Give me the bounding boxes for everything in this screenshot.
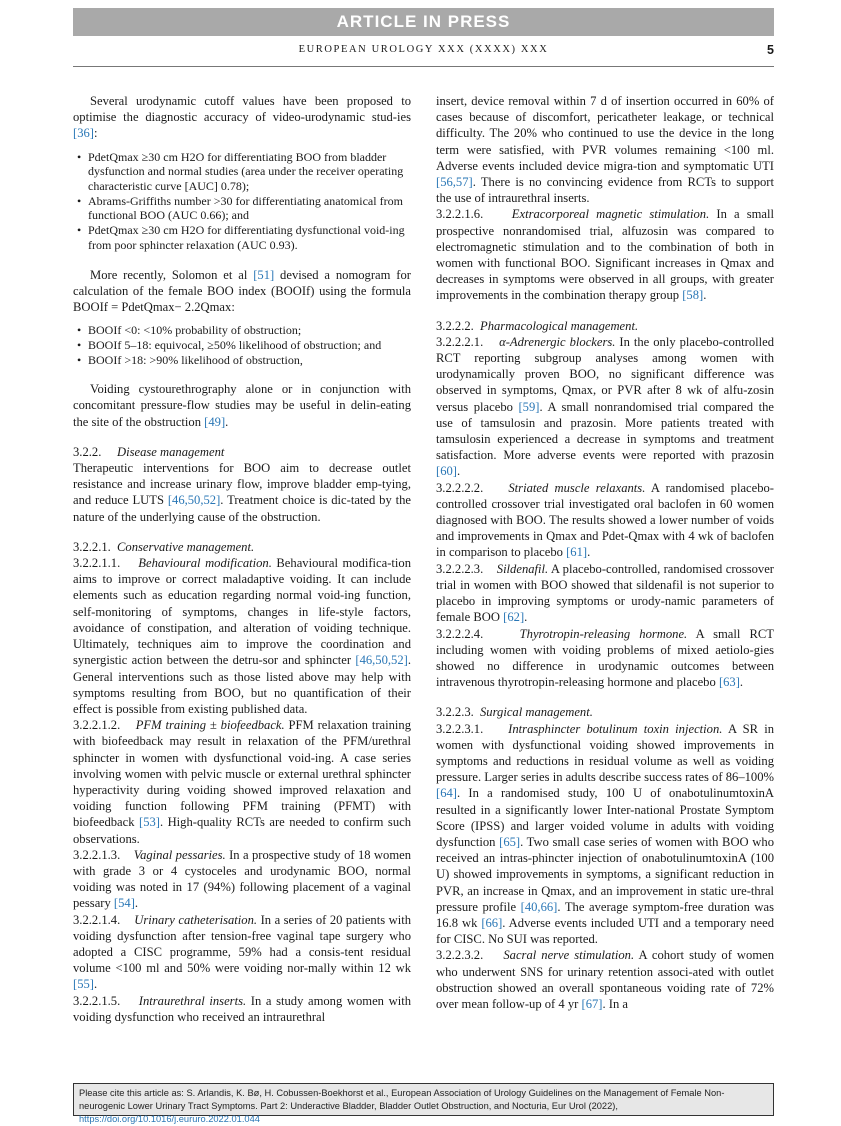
paragraph: 3.2.2.1.1. Behavioural modification. Behavioural modifica-tion aims to improve or correct maladaptive voiding. It can include elements such as education regarding normal void-ing function, self-monitoring of symptoms, changes in life-style factors, avoidance of constipation, and alteration of voiding technique. Ultimately, techniques aim to improve the coordination and synergistic action between the detru-sor and sphincter [46,50,52]. General interventions such as those listed above may help with symptoms resulting from BOO, but no quantification of their effect is possible from existing published data. [73,556,412,716]
list-item: • BOOIf >18: >90% likelihood of obstruction, [88,353,411,368]
citation-link[interactable]: [64] [436,786,457,801]
list-item: • BOOIf <0: <10% probability of obstruction; [88,323,411,338]
citation-link[interactable]: [36] [73,126,94,141]
section-heading: 3.2.2.2. Pharmacological management. [436,318,639,333]
list-item: • BOOIf 5–18: equivocal, ≥50% likelihood of obstruction; and [88,338,411,353]
citation-link[interactable]: [58] [682,288,704,303]
paragraph: 3.2.2.1.2. PFM training ± biofeedback. PFM relaxation training with biofeedback may result in relaxation of the PFM/urethral sphincter in women with dysfunctional void-ing. A case series involving women with pelvic muscle or external urethral sphincter hyperactivity during voiding showed improved relaxation and voiding function following PFM training (PFMT) with biofeedback [53]. High-quality RCTs are needed to confirm such observations. [73,718,411,846]
paragraph: 3.2.2.1.3. Vaginal pessaries. In a prospective study of 18 women with grade 3 or 4 cystoceles and urodynamic BOO, normal voiding was noted in 17 (94%) following placement of a vaginal pessary [54]. [73,847,412,911]
right-column [436,93,774,1012]
citation-link[interactable]: [66] [481,915,503,930]
paragraph: 3.2.2.1.5. Intraurethral inserts. In a study among women with voiding dysfunction who received an intraurethral [73,993,411,1024]
citation-link[interactable]: [61] [566,545,588,560]
paragraph: Several urodynamic cutoff values have been proposed to optimise the diagnostic accuracy of video-urodynamic stud-ies [36]: [73,94,411,141]
paragraph: 3.2.2.2.2. Striated muscle relaxants. A randomised placebo-controlled crossover trial investigated oral baclofen in 60 women diagnosed with BOO. The results showed a lower number of voids and improvements in Qmax and Pdet-Qmax with 4 wk of baclofen in comparison to placebo [61]. [436,480,775,560]
citation-link[interactable]: [49] [204,414,226,429]
citation-link[interactable]: [54] [113,896,135,911]
section-heading: 3.2.2.3. Surgical management. [436,705,593,720]
citation-link[interactable]: [65] [499,834,521,849]
list-item: • Abrams-Griffiths number >30 for differentiating anatomical from functional BOO (AUC 0.66); and [88,194,411,223]
cutoff-list [73,150,411,253]
list-item: • PdetQmax ≥30 cm H2O for differentiating BOO from bladder dysfunction and normal studies (area under the receiver operating characteristic curve [AUC] 0.78); [88,150,411,194]
citation-link[interactable]: [56,57] [436,175,473,190]
left-column [73,93,411,1025]
list-item: • PdetQmax ≥30 cm H2O for differentiating dysfunctional void-ing from poor sphincter relaxation (AUC 0.93). [88,223,411,252]
citation-text: Please cite this article as: S. Arlandis, K. Bø, H. Cobussen-Boekhorst et al., European Association of Urology Guidelines on the Management of Female Non-neurogenic Lower Urinary Tract Symptoms. Part 2: Underactive Bladder, Bladder Outlet Obstruction, and Nocturia, Eur Urol (2022), [79,1088,725,1111]
paragraph: Therapeutic interventions for BOO aim to decrease outlet resistance and increase urinary flow, improve bladder emp-tying, and reduce LUTS [46,50,52]. Treatment choice is dic-tated by the nature of the underlying cause of the obstruction. [73,461,411,524]
paragraph: 3.2.2.2.3. Sildenafil. A placebo-controlled, randomised crossover trial in women with BOO showed that sildenafil is not superior to placebo in improving symptoms or urody-namic parameters of female BOO [62]. [436,561,774,625]
doi-link[interactable]: https://doi.org/10.1016/j.eururo.2022.01.044 [79,1114,260,1124]
paragraph: 3.2.2.1.6. Extracorporeal magnetic stimulation. In a small prospective nonrandomised trial, alfuzosin was compared to electromagnetic stimulation and to the combination of both in women with functional BOO. Significant increases in Qmax and decreases in symptoms were observed in all groups, with greater improvements in the combination therapy group [58]. [436,207,775,303]
running-head: EUROPEAN UROLOGY XXX (XXXX) XXX [298,44,549,55]
paragraph: 3.2.2.1.4. Urinary catheterisation. In a series of 20 patients with voiding dysfunction after tension-free vaginal tape surgery who adopted a CISC programme, 59% had a consis-tent residual volume <100 ml and 50% were voiding nor-mally within 12 wk [55]. [73,912,411,992]
paragraph: Voiding cystourethrography alone or in conjunction with concomitant pressure-flow studies may be useful in delin-eating the site of the obstruction [49]. [73,382,411,429]
paragraph: insert, device removal within 7 d of insertion occurred in 60% of cases because of discomfort, pericatheter leakage, or technical difficulty. The 20% who continued to use the device in the long term were satisfied, with PVR volumes remaining <100 ml. Adverse events included device migra-tion and symptomatic UTI [56,57]. There is no convincing evidence from RCTs to support the use of intraurethral inserts. [436,94,774,206]
booif-list [73,323,411,367]
paragraph: 3.2.2.2.1. α-Adrenergic blockers. In the only placebo-controlled RCT reporting subgroup analyses among women with urodynamically proven BOO, no significant difference was observed in symptoms, Qmax, or PVR after 8 wk of alfu-zosin versus placebo [59]. A small nonrandomised trial compared the use of tamsulosin and prazosin. More patients treated with tamsulosin experienced a decrease in symptoms and treatment satisfaction. More adverse events were reported with prazosin [60]. [436,334,774,479]
citation-link[interactable]: [40,66] [520,899,558,914]
section-heading: 3.2.2.1. Conservative management. [73,539,255,554]
citation-link[interactable]: [46,50,52] [167,493,221,508]
paragraph: 3.2.2.3.2. Sacral nerve stimulation. A cohort study of women who underwent SNS for urinary retention associ-ated with outlet obstruction showed an overall spontaneous voiding rate of 72% over mean follow-up of 4 yr [67]. In a [436,948,774,1011]
article-in-press-banner: ARTICLE IN PRESS [73,8,774,36]
paragraph: More recently, Solomon et al [51] devised a nomogram for calculation of the female BOO index (BOOIf) using the formula BOOIf = PdetQmax− 2.2Qmax: [73,267,411,314]
citation-link[interactable]: [62] [503,610,525,625]
paragraph: 3.2.2.2.4. Thyrotropin-releasing hormone. A small RCT including women with voiding problems of mixed aetiolo-gies showed no difference in urodynamic outcomes between intravenous thyrotropin-releasing hormone and placebo [63]. [436,626,774,690]
citation-link[interactable]: [59] [518,399,540,414]
citation-link[interactable]: [53] [139,815,160,830]
citation-link[interactable]: [55] [73,977,94,992]
citation-link[interactable]: [60] [436,464,457,479]
page-number: 5 [767,43,774,57]
citation-link[interactable]: [51] [253,267,275,282]
header-rule [73,66,774,67]
citation-footer [73,1083,774,1124]
paragraph: 3.2.2.3.1. Intrasphincter botulinum toxin injection. A SR in women with dysfunctional voiding showed improvements in symptoms and reductions in residual volume as well as voiding pressure. Larger series in adults describe success rates of 86–100% [64]. In a randomised study, 100 U of onabotulinumtoxinA resulted in a significantly lower Inter-national Prostate Symptom Score (IPSS) and larger voided volume in adults with voiding dysfunction [65]. Two small case series of women with BOO who received an intras-phincter injection of onabotulinumtoxinA (100 U) showed improvements in symptoms, a significant reduction in PVR, an increase in Qmax, and an improvement in static ure-thral pressure profile [40,66]. The average symptom-free duration was 16.8 wk [66]. Adverse events included UTI and a temporary need for CISC. No SUI was reported. [436,721,775,947]
section-heading: 3.2.2. Disease management [73,444,225,459]
citation-link[interactable]: [63] [718,675,740,690]
citation-link[interactable]: [67] [581,996,603,1011]
citation-link[interactable]: [46,50,52] [355,653,408,668]
